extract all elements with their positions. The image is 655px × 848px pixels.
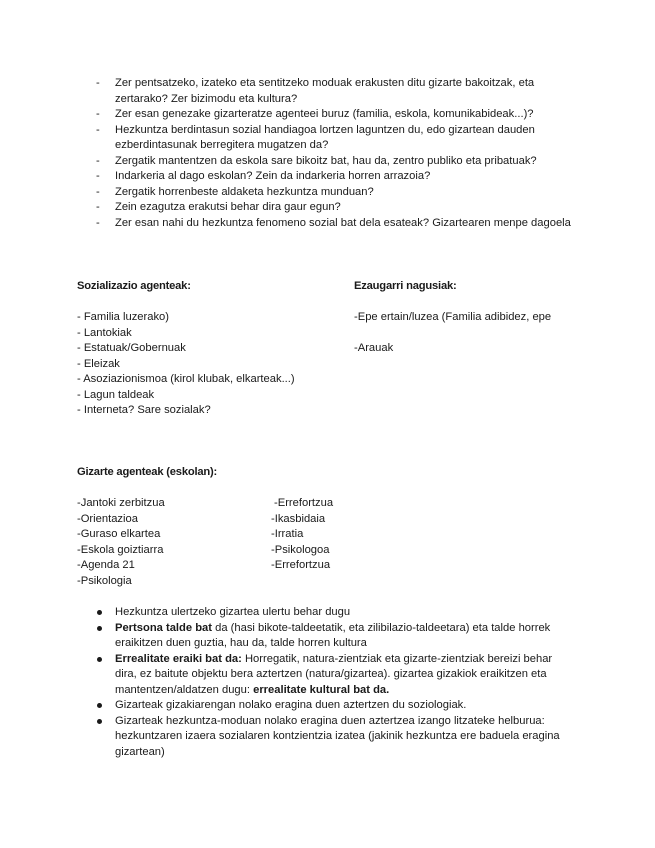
grid-row	[77, 574, 377, 590]
question-item: - Zergatik horrenbeste aldaketa hezkuntza munduan?	[96, 185, 576, 201]
bullet-item	[96, 698, 576, 714]
question-list	[96, 76, 576, 231]
grid-cell: -Psikologia	[77, 574, 132, 587]
question-item: - Hezkuntza berdintasun sozial handiagoa lortzen laguntzen du, edo gizartean dauden ezberdintasunak berregitera mugatzen da?	[96, 123, 576, 154]
socialization-agents-heading: Sozializazio agenteak:	[77, 280, 191, 292]
main-features-section	[354, 279, 584, 357]
agent-item: - Familia luzerako)	[77, 311, 170, 323]
bullet-item	[96, 605, 576, 621]
main-features-heading: Ezaugarri nagusiak:	[354, 280, 457, 292]
question-item: - Zer esan genezake gizarteratze agenteei buruz (familia, eskola, komunikabideak...)?	[96, 107, 576, 123]
bullet-text: Horregatik, natura-zientziak eta gizarte-zientziak bereizi behar dira, ez baitute objektu bera aztertzen (natura/gizartea). gizartea gizakiok eraikitzen eta mantentzen/aldatzen dugu:	[115, 652, 553, 696]
bullet-bold-text: Pertsona talde bat	[115, 621, 212, 634]
bullet-item	[96, 652, 576, 699]
agent-item: - Eleizak	[77, 357, 120, 370]
feature-item: -Arauak	[354, 342, 394, 354]
agent-item: - Estatuak/Gobernuak	[77, 342, 186, 354]
grid-cell: -Orientazioa	[77, 512, 138, 525]
bullet-bold-text: errealitate kultural bat da.	[253, 683, 390, 696]
grid-cell: -Guraso elkartea	[77, 528, 161, 540]
grid-cell: -Eskola goiztiarra	[77, 543, 164, 556]
bullet-item	[96, 714, 576, 761]
bullet-text: Gizarteak hezkuntza-moduan nolako eragina duen aztertzea izango litzateke helburua: hezkuntzaren izaera sozialaren kontzientzia izatea (jakinik hezkuntza ere baduela eragina gizartean)	[115, 714, 560, 758]
socialization-agents-section	[77, 279, 327, 419]
grid-row	[77, 496, 377, 512]
agent-item: - Interneta? Sare sozialak?	[77, 404, 211, 416]
grid-cell: -Errefortzua	[271, 559, 331, 571]
grid-row	[77, 512, 377, 528]
agent-item: - Asoziazionismoa (kirol klubak, elkarteak...)	[77, 373, 295, 385]
school-agents-heading: Gizarte agenteak (eskolan):	[77, 466, 218, 478]
grid-cell: -Agenda 21	[77, 559, 135, 571]
question-item: - Zer pentsatzeko, izateko eta sentitzeko moduak erakusten ditu gizarte bakoitzak, eta zertarako? Zer bizimodu eta kultura?	[96, 76, 576, 107]
grid-cell: -Psikologoa	[271, 543, 330, 556]
bullet-bold-text: Errealitate eraiki bat da:	[115, 652, 242, 665]
feature-item: -Epe ertain/luzea (Familia adibidez, epe	[354, 311, 552, 323]
grid-cell: -Errefortzua	[274, 497, 334, 509]
bullet-item	[96, 621, 576, 652]
question-item: - Indarkeria al dago eskolan? Zein da indarkeria horren arrazoia?	[96, 169, 576, 185]
question-item: - Zergatik mantentzen da eskola sare bikoitz bat, hau da, zentro publiko eta pribatuak?	[96, 154, 576, 170]
question-item: - Zer esan nahi du hezkuntza fenomeno sozial bat dela esateak? Gizartearen menpe dagoela	[96, 216, 576, 232]
grid-cell: -Irratia	[271, 528, 304, 540]
bullet-text: Gizarteak gizakiarengan nolako eragina duen aztertzen du soziologiak.	[115, 699, 467, 711]
question-item: - Zein ezagutza erakutsi behar dira gaur egun?	[96, 200, 576, 216]
grid-row	[77, 543, 377, 559]
bullet-text: da (hasi bikote-taldeetatik, eta zilibilazio-taldeetara) eta talde horrek eraikitzen duen guztia, hau da, talde horren kultura	[115, 621, 551, 649]
school-agents-grid	[77, 496, 377, 589]
bullet-list	[96, 605, 576, 760]
bullet-text: Hezkuntza ulertzeko gizartea ulertu behar dugu	[115, 606, 351, 618]
grid-row	[77, 558, 377, 574]
agent-item: - Lantokiak	[77, 326, 132, 339]
grid-cell: -Jantoki zerbitzua	[77, 497, 165, 509]
agent-item: - Lagun taldeak	[77, 388, 155, 401]
grid-row	[77, 527, 377, 543]
grid-cell: -Ikasbidaia	[271, 512, 326, 525]
